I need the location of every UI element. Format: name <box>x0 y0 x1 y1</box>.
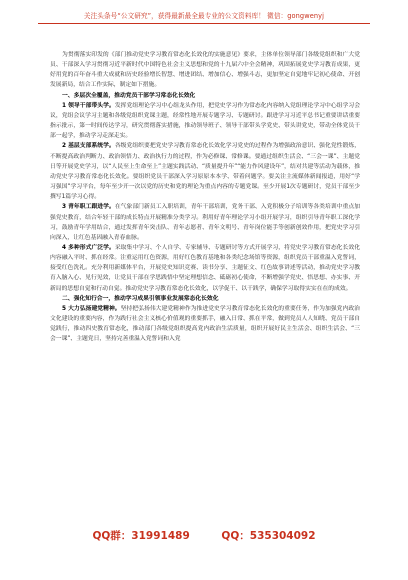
section-heading-2: 二、强化知行合一，推动学习成果引领事业发展常态化长效化 <box>62 295 219 302</box>
paragraph-3 <box>50 202 360 243</box>
promo-banner[interactable] <box>0 10 408 24</box>
section-heading-1: 一、多层次全覆盖，推动党员干部学习常态化长效化 <box>62 92 196 99</box>
paragraph-5-text: 坚持把弘扬伟大建党精神作为推进党史学习教育常态化长效化的重要任务，作为加强党内政治文化建设的重要内容，作为践行社会主义核心价值观的重要抓手，融入日常、抓在平常，做到党员人人知晓、党员干部自觉践行，推动四史教育常态化，推动部门各级党组织提高党内政治生活质量，组织开展好民主生活会、组织生活会、“三会一课”、主题党日，坚持完善重温入党誓词和入党 <box>50 305 360 343</box>
contact-footer <box>0 528 408 543</box>
paragraph-1-text: 发挥党组理论学习中心组龙头作用，把党史学习作为常态化内容纳入党组理论学习中心组学习会议，党组会议学习主题和各级党组织党课主题，经常性地开展专题学习、专题研讨。跟进学习习近平总书记重要讲话重要指示批示，第一时间传达学习，研究贯彻落实措施，推动领导班子、领导干部带头学党史、带头讲党史，带动全体党员干部一起学，推动学习走深走实。 <box>50 102 360 140</box>
paragraph-5-lead: 5 大力弘扬建党精神。 <box>62 305 121 312</box>
paragraph-2-lead: 2 基层支部系统学。 <box>62 143 115 150</box>
qq-group-number: QQ群：31991489 <box>92 530 190 542</box>
intro-paragraph: 为贯彻落实印发的《部门推动党史学习教育常态化长效化的实施意见》要求，主体单位领导部门各级党组织和广大党员、干部深入学习贯彻习近平新时代中国特色社会主义思想和党的十九届六中全会精神，巩固拓展党史学习教育成果，更好用党的百年奋斗重大成就和历史经验增长智慧、增进团结、增加信心、增强斗志，更加坚定自觉地牢记初心使命、开创发展新局，结合工作实际，制定如下措施。 <box>50 52 360 89</box>
paragraph-4-lead: 4 多种形式广泛学。 <box>62 244 115 251</box>
paragraph-1 <box>50 101 360 142</box>
paragraph-5 <box>50 304 360 345</box>
paragraph-2 <box>50 141 360 202</box>
paragraph-4 <box>50 243 360 294</box>
paragraph-2-text: 各级党组织要把党史学习教育常态化长效化学习党史的过程作为增强政治意识、强化党性锻炼，不断提高政治判断力、政治领悟力、政治执行力的过程，作为必修课、常修课。要通过组织生活会、“三会一课”、主题党日等开展党史学习，以“人民至上生命至上”主题实践活动、“质量提升年”“能力作风建设年”，结对共建等活动为载体，推动党史学习教育常态化长效化。要组织党员干部深入学习原原本本学、带着问题学。要关注主流媒体新闻报道，用好“学习强国”学习平台，每年至少开一次以党的历史和党的理论为重点内容的专题党课。至少开展1次专题研讨，党员干部至少撰写1篇学习心得。 <box>50 143 360 201</box>
paragraph-4-text: 采取集中学习、个人自学、专家辅导、专题研讨等方式开展学习，将党史学习教育常态化长效化内容融入平时、抓在经常。注重运用红色资源，用好红色教育基地和各类纪念场馆等资源，组织党员干部重温入党誓词，接受红色洗礼。充分利用新媒体平台，开展党史知识竞赛、读书分享、主题征文、红色故事讲述等活动，推动党史学习教育入脑入心、见行见效，让党员干部在学思践悟中坚定理想信念、砥砺初心使命，不断增强学党史、悟思想、办实事、开新局的思想自觉和行动自觉。推动党史学习教育常态化长效化，以学促干、以干践学，确保学习取得实实在在的成效。 <box>50 244 360 292</box>
paragraph-1-lead: 1 领导干部带头学。 <box>62 102 115 109</box>
paragraph-3-lead: 3 青年职工跟进学。 <box>62 204 115 211</box>
paragraph-3-text: 在气象部门新员工入职培训，青年干部培训，党务干部、入党积极分子培训等各类培训中重点加强党史教育，结合年轻干部的成长特点开展精准分类学习。利用好青年理论学习小组开展学习，组织引导青年职工深化学习，鼓励青年学用结合，通过发挥青年突击队、青年志愿者、青年文明号、青年岗位能手等创新创效作用，把党史学习引向深入，让红色基因融入青春血脉。 <box>50 204 360 241</box>
qq-number: QQ：535304092 <box>221 530 316 542</box>
document-body <box>50 50 360 510</box>
banner-divider <box>38 23 370 24</box>
promo-banner-text[interactable]: 关注头条号“公文研究”，获得最新最全最专业的公文资料库！ 微信：gongwenyj <box>83 12 325 20</box>
